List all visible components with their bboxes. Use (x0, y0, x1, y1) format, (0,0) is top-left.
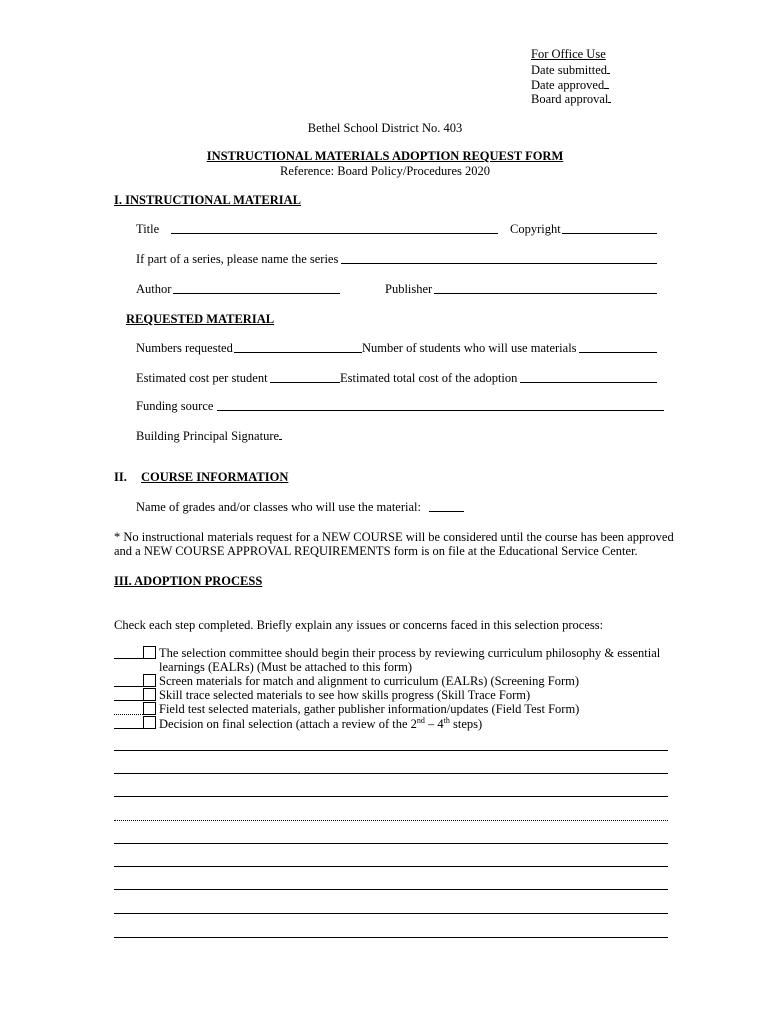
principal-signature-label: Building Principal Signature (136, 428, 282, 444)
explanation-line[interactable] (114, 773, 668, 774)
explanation-line[interactable] (114, 750, 668, 751)
section-3-heading: III. ADOPTION PROCESS (114, 574, 263, 588)
numbers-requested-label: Numbers requested (136, 341, 233, 355)
step-5-text: Decision on final selection (attach a review of the 2nd – 4th steps) (159, 716, 483, 732)
publisher-field[interactable] (434, 293, 657, 294)
title-label: Title (136, 222, 160, 236)
date-approved-label: Date approved (531, 77, 609, 93)
author-field[interactable] (173, 293, 340, 294)
new-course-note-line1: * No instructional materials request for a NEW COURSE will be considered until the course has been approved (114, 530, 674, 544)
cost-per-student-field[interactable] (270, 382, 340, 383)
copyright-field[interactable] (562, 233, 657, 234)
step-5-checkbox[interactable] (143, 716, 156, 729)
total-cost-label: Estimated total cost of the adoption (340, 371, 518, 385)
funding-source-field[interactable] (217, 410, 664, 411)
step-3-checkbox[interactable] (143, 688, 156, 701)
section-1-heading: I. INSTRUCTIONAL MATERIAL (114, 193, 301, 207)
step-2-text: Screen materials for match and alignment to curriculum (EALRs) (Screening Form) (159, 674, 580, 688)
explanation-line[interactable] (114, 937, 668, 938)
step-3-text: Skill trace selected materials to see how skills progress (Skill Trace Form) (159, 688, 531, 702)
district-name: Bethel School District No. 403 (307, 121, 463, 135)
grades-label: Name of grades and/or classes who will use the material: (136, 500, 421, 514)
section-2-numeral: II. (114, 470, 127, 484)
series-field[interactable] (341, 263, 657, 264)
step-1-initial-blank[interactable] (114, 658, 143, 659)
step-1-text-line1: The selection committee should begin their process by reviewing curriculum philosophy & essential (159, 646, 661, 660)
total-cost-field[interactable] (520, 382, 657, 383)
explanation-line[interactable] (114, 889, 668, 890)
explanation-line[interactable] (114, 913, 668, 914)
board-approval-label: Board approval (531, 91, 611, 107)
adoption-instructions: Check each step completed. Briefly explain any issues or concerns faced in this selection process: (114, 618, 604, 632)
funding-source-label: Funding source (136, 399, 214, 413)
step-4-checkbox[interactable] (143, 702, 156, 715)
explanation-line[interactable] (114, 866, 668, 867)
students-field[interactable] (579, 352, 657, 353)
step-1-checkbox[interactable] (143, 646, 156, 659)
step-4-text: Field test selected materials, gather publisher information/updates (Field Test Form) (159, 702, 580, 716)
author-label: Author (136, 282, 172, 296)
section-2-heading: COURSE INFORMATION (141, 470, 289, 484)
copyright-label: Copyright (510, 222, 561, 236)
cost-per-student-label: Estimated cost per student (136, 371, 268, 385)
step-2-initial-blank[interactable] (114, 686, 143, 687)
date-submitted-label: Date submitted (531, 62, 610, 78)
series-label: If part of a series, please name the series (136, 252, 339, 266)
explanation-line[interactable] (114, 843, 668, 844)
requested-material-heading: REQUESTED MATERIAL (126, 312, 275, 326)
step-3-initial-blank[interactable] (114, 700, 143, 701)
form-reference: Reference: Board Policy/Procedures 2020 (279, 164, 490, 178)
new-course-note-line2: and a NEW COURSE APPROVAL REQUIREMENTS form is on file at the Educational Service Center. (114, 544, 638, 558)
students-label: Number of students who will use materials (362, 341, 577, 355)
form-title: INSTRUCTIONAL MATERIALS ADOPTION REQUEST FORM (206, 149, 564, 163)
explanation-line[interactable] (114, 820, 668, 821)
numbers-requested-field[interactable] (234, 352, 362, 353)
step-1-text-line2: learnings (EALRs) (Must be attached to this form) (159, 660, 413, 674)
title-field[interactable] (171, 233, 498, 234)
step-4-initial-blank[interactable] (114, 714, 143, 715)
step-2-checkbox[interactable] (143, 674, 156, 687)
step-5-initial-blank[interactable] (114, 728, 143, 729)
publisher-label: Publisher (385, 282, 433, 296)
grades-field[interactable] (429, 511, 464, 512)
explanation-line[interactable] (114, 796, 668, 797)
office-use-heading: For Office Use (531, 47, 606, 61)
